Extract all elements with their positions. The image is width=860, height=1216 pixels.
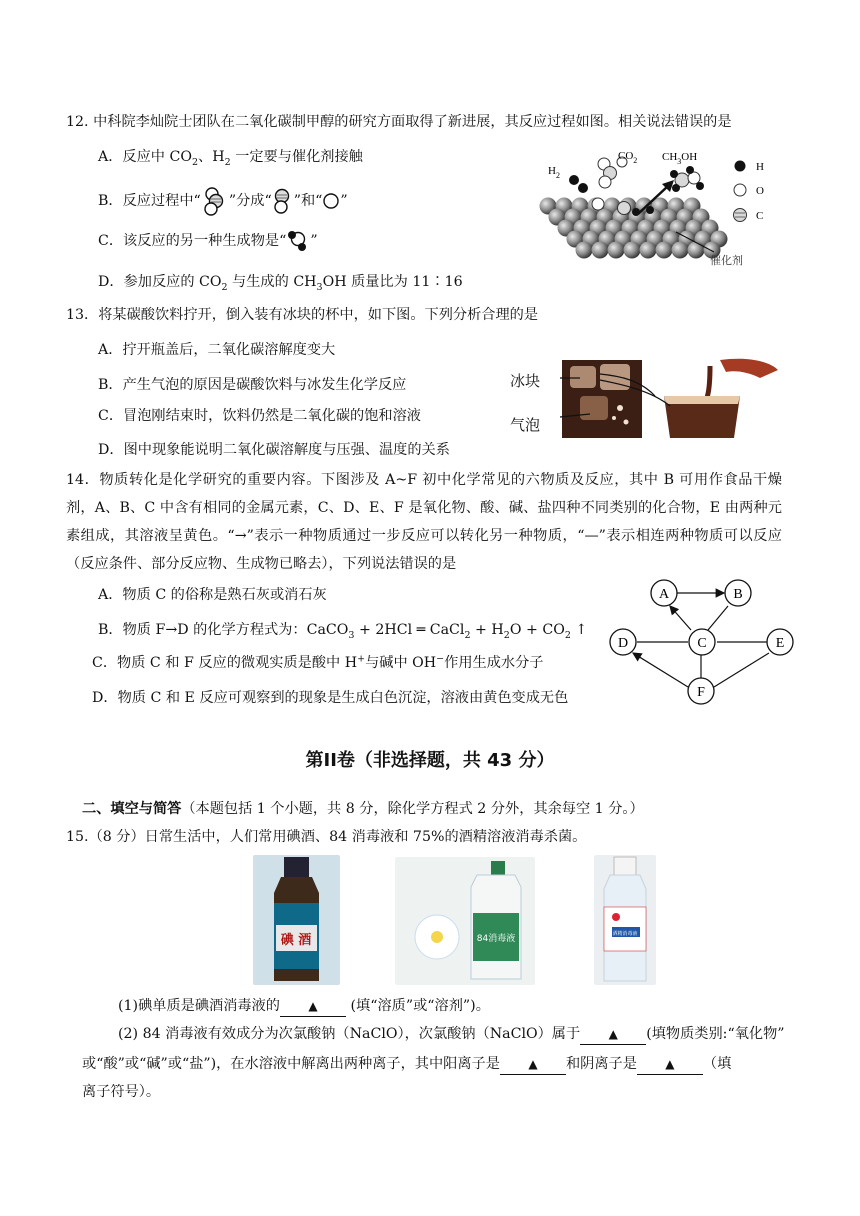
q15-sub2-line2: 或“酸”或“碱”或“盐”)，在水溶液中解离出两种离子，其中阳离子是 ▲ 和阴离子是 ▲ （填	[82, 1054, 731, 1075]
catalyst-atom	[688, 242, 705, 259]
q13-option-d: D．图中现象能说明二氧化碳溶解度与压强、温度的关系	[98, 442, 450, 458]
node-c: C	[697, 636, 707, 651]
bottle2-text: 84消毒液	[476, 934, 516, 944]
q12-option-b: B．反应过程中“ ”分成“ ”和“ ”	[98, 186, 348, 216]
q15-sub1: (1)碘单质是碘酒消毒液的 ▲ (填“溶质”或“溶剂”)。	[118, 996, 490, 1017]
q13-stem: 13．将某碳酸饮料拧开，倒入装有冰块的杯中，如下图。下列分析合理的是	[66, 307, 539, 323]
answer-blank-1[interactable]: ▲	[280, 996, 346, 1017]
q13-option-a: A．拧开瓶盖后，二氧化碳溶解度变大	[98, 342, 336, 358]
q14-option-a: A．物质 C 的俗称是熟石灰或消石灰	[98, 587, 327, 603]
ch3oh-label: $CH_3OH$	[662, 151, 698, 166]
catalyst-atom	[608, 242, 625, 259]
q14-option-d: D．物质 C 和 E 反应可观察到的现象是生成白色沉淀，溶液由黄色变成无色	[92, 690, 569, 706]
q15-sub2-line1: (2) 84 消毒液有效成分为次氯酸钠（NaClO），次氯酸钠（NaClO）属于 ▲ (填物质类别:“氧化物”	[118, 1024, 785, 1045]
legend-c: C	[756, 210, 764, 222]
legend-h: H	[756, 161, 764, 173]
section-header: 二、填空与简答（本题包括 1 个小题，共 8 分，除化学方程式 2 分外，其余每空 1 分。）	[82, 801, 644, 817]
co2-label: $CO_2$	[618, 150, 638, 165]
o-atom-icon	[322, 192, 340, 210]
bottle1-text: 碘 酒	[280, 933, 312, 948]
node-a: A	[658, 587, 670, 602]
answer-blank-2[interactable]: ▲	[580, 1024, 646, 1045]
alcohol-bottle-photo	[594, 855, 656, 985]
catalyst-atom	[672, 242, 689, 259]
node-f: F	[697, 685, 705, 700]
q13-option-b: B．产生气泡的原因是碳酸饮料与冰发生化学反应	[98, 377, 407, 393]
catalyst-atom	[624, 242, 641, 259]
answer-blank-3[interactable]: ▲	[500, 1054, 566, 1075]
node-e: E	[775, 636, 785, 651]
bottle3-text: 酒精消毒液	[612, 931, 638, 937]
catalyst-label: 催化剂	[710, 254, 743, 267]
soda-photo	[560, 356, 782, 438]
q12-option-a: A．反应中 $CO_2$、$H_2$ 一定要与催化剂接触	[98, 149, 363, 168]
catalyst-atom	[592, 242, 609, 259]
catalyst-atom	[640, 242, 657, 259]
answer-blank-4[interactable]: ▲	[637, 1054, 703, 1075]
part2-title: 第II卷（非选择题，共 43 分）	[305, 750, 555, 771]
q15-sub2-line3: 离子符号）。	[82, 1084, 161, 1100]
q14-option-c: C．物质 C 和 F 反应的微观实质是酸中 H+与碱中 OH−作用生成水分子	[92, 653, 544, 671]
node-b: B	[733, 587, 743, 602]
q14-stem: 14．物质转化是化学研究的重要内容。下图涉及 A~F 初中化学常见的六物质及反应，其中 B 可用作食品干燥剂，A、B、C 中含有相同的金属元素，C、D、E、F 是氧化物、酸、碱、盐四种不同类别的化合物，E 由两种元素组成，其溶液呈黄色。“→”表示一种物质通过一步反应可以转化另一种物质，“—”表示相连两种物质可以反应（反应条件、部分反应物、生成物已略去），下列说法错误的是	[66, 472, 782, 572]
water-molecule-icon	[286, 230, 310, 252]
q12-stem: 12. 中科院李灿院士团队在二氧化碳制甲醇的研究方面取得了新进展，其反应过程如图。相关说法错误的是	[66, 114, 732, 130]
q12-option-d: D．参加反应的 $CO_2$ 与生成的 $CH_3OH$ 质量比为 11∶16	[98, 274, 463, 293]
ice-label: 冰块	[510, 372, 541, 390]
legend-o: O	[756, 185, 764, 197]
q12-option-c: C．该反应的另一种生成物是“ ”	[98, 230, 318, 252]
catalyst-atom	[656, 242, 673, 259]
q12-catalyst-diagram	[526, 140, 786, 270]
bubble-label: 气泡	[510, 416, 541, 434]
q15-stem: 15.（8 分）日常生活中，人们常用碘酒、84 消毒液和 75%的酒精溶液消毒杀菌。	[66, 829, 587, 845]
84-disinfectant-photo	[395, 857, 535, 985]
node-d: D	[617, 636, 629, 651]
q13-option-c: C．冒泡刚结束时，饮料仍然是二氧化碳的饱和溶液	[98, 408, 421, 424]
co2-molecule-icon	[201, 186, 229, 216]
catalyst-atom	[576, 242, 593, 259]
q14-relation-diagram	[604, 574, 804, 710]
co-molecule-icon	[272, 187, 294, 215]
iodine-bottle-photo	[253, 855, 340, 985]
q14-option-b: B．物质 F→D 的化学方程式为：CaCO$_3$ + 2HCl ═ CaCl$_2$ + $H_2O + CO_2$ ↑	[98, 622, 588, 641]
h2-label: $H_2$	[548, 165, 560, 180]
